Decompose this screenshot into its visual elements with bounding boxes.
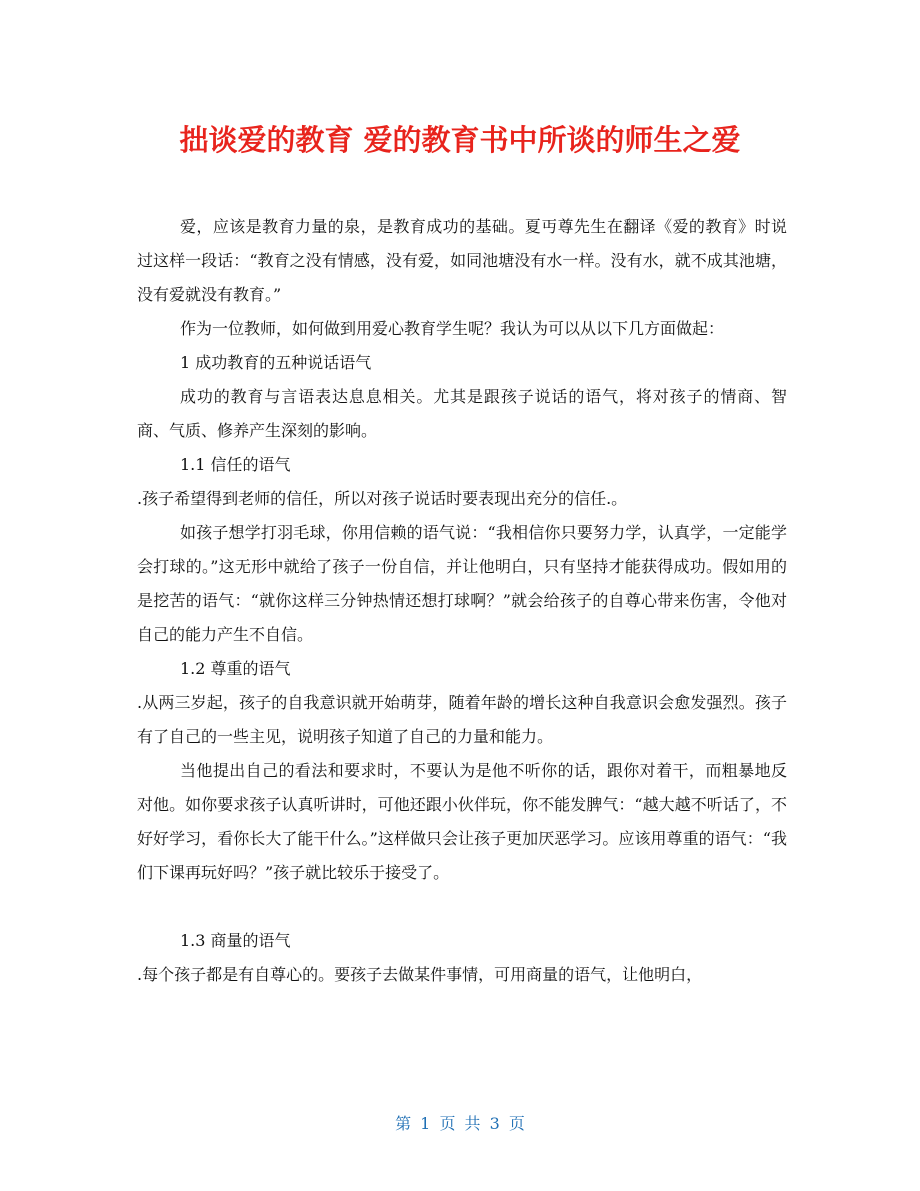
paragraph-trust-1: .孩子希望得到老师的信任，所以对孩子说话时要表现出充分的信任.。 xyxy=(137,489,628,508)
subsection-heading-1-1: 1.1 信任的语气 xyxy=(180,455,291,474)
document-title: 拙谈爱的教育 爱的教育书中所谈的师生之爱 xyxy=(179,123,741,157)
document-body xyxy=(137,210,787,992)
paragraph-trust-2: 如孩子想学打羽毛球，你用信赖的语气说：“我相信你只要努力学，认真学，一定能学会打球的。”这无形中就给了孩子一份自信，并让他明白，只有坚持才能获得成功。假如用的是挖苦的语气：“就你这样三分钟热情还想打球啊？”就会给孩子的自尊心带来伤害，令他对自己的能力产生不自信。 xyxy=(137,523,787,644)
page-footer: 第 1 页 共 3 页 xyxy=(395,1114,525,1133)
paragraph-gap xyxy=(137,890,787,924)
subsection-heading-1-2: 1.2 尊重的语气 xyxy=(180,659,291,678)
paragraph-respect-1: .从两三岁起，孩子的自我意识就开始萌芽，随着年龄的增长这种自我意识会愈发强烈。孩子有了自己的一些主见，说明孩子知道了自己的力量和能力。 xyxy=(137,693,787,746)
subsection-heading-1-3: 1.3 商量的语气 xyxy=(180,931,291,950)
paragraph-question: 作为一位教师，如何做到用爱心教育学生呢？我认为可以从以下几方面做起： xyxy=(180,319,725,338)
paragraph-consult-1: .每个孩子都是有自尊心的。要孩子去做某件事情，可用商量的语气，让他明白， xyxy=(137,965,703,984)
section-heading-1: 1 成功教育的五种说话语气 xyxy=(180,353,372,372)
paragraph-intro: 爱，应该是教育力量的泉，是教育成功的基础。夏丏尊先生在翻译《爱的教育》时说过这样一段话：“教育之没有情感，没有爱，如同池塘没有水一样。没有水，就不成其池塘，没有爱就没有教育。” xyxy=(137,217,787,304)
paragraph-respect-2: 当他提出自己的看法和要求时，不要认为是他不听你的话，跟你对着干，而粗暴地反对他。如你要求孩子认真听讲时，可他还跟小伙伴玩，你不能发脾气：“越大越不听话了，不好好学习，看你长大了能干什么。”这样做只会让孩子更加厌恶学习。应该用尊重的语气：“我们下课再玩好吗？”孩子就比较乐于接受了。 xyxy=(137,761,787,882)
paragraph-section-1: 成功的教育与言语表达息息相关。尤其是跟孩子说话的语气，将对孩子的情商、智商、气质、修养产生深刻的影响。 xyxy=(137,387,787,440)
